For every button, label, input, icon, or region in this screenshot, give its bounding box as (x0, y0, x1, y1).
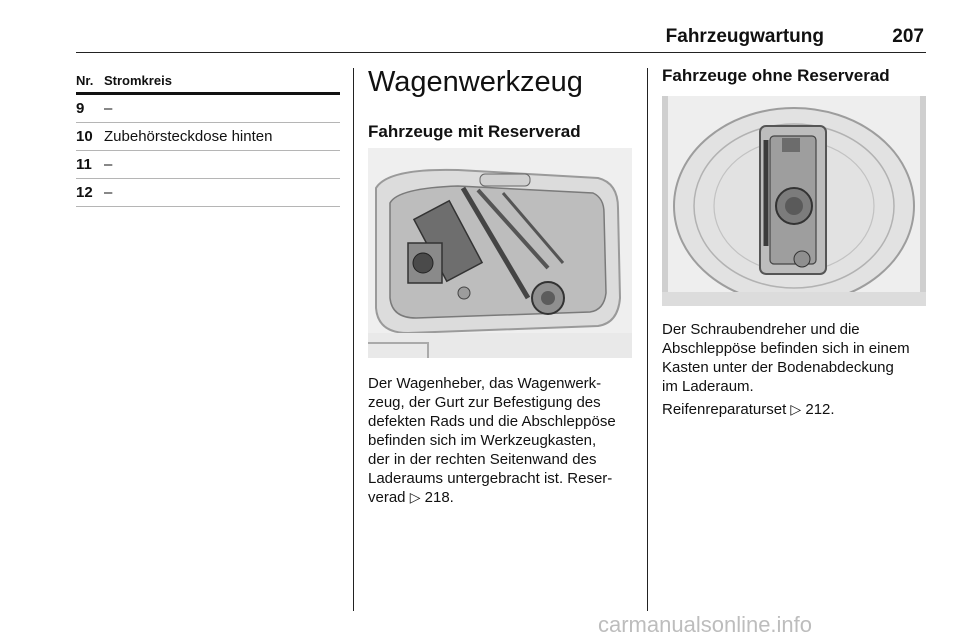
paragraph-with-spare (368, 374, 640, 507)
text-line: Laderaums untergebracht ist. Reser- (368, 470, 613, 487)
text-line: zeug, der Gurt zur Befestigung des (368, 394, 601, 411)
arrow-reference-icon: ▷ (790, 401, 802, 417)
table-row (76, 179, 340, 207)
paragraph-without-spare (662, 320, 932, 396)
row-circuit: – (104, 184, 113, 201)
column-divider (647, 68, 648, 611)
text-line: Abschleppöse befinden sich in einem (662, 340, 910, 357)
row-nr: 11 (76, 156, 92, 173)
text-line: Der Wagenheber, das Wagenwerk- (368, 375, 602, 392)
column-header-circuit: Stromkreis (104, 72, 172, 88)
text-line: Der Schraubendreher und die (662, 321, 860, 338)
table-row (76, 95, 340, 123)
table-row (76, 123, 340, 151)
arrow-reference-icon: ▷ (409, 489, 421, 505)
row-nr: 9 (76, 100, 85, 117)
subsection-title-without-spare: Fahrzeuge ohne Reserverad (662, 66, 890, 85)
row-circuit: – (104, 156, 113, 173)
row-nr: 12 (76, 184, 93, 201)
text-line: der in der rechten Seitenwand des (368, 451, 597, 468)
fuse-table (76, 68, 340, 207)
column-divider (353, 68, 354, 611)
text-line: Kasten unter der Bodenabdeckung (662, 359, 894, 376)
column-header-nr: Nr. (76, 72, 94, 88)
header-section-title: Fahrzeugwartung (665, 26, 824, 47)
subsection-title-with-spare: Fahrzeuge mit Reserverad (368, 122, 581, 141)
illustration-tool-kit-sidewall (368, 148, 632, 358)
paragraph-repair-kit (662, 400, 932, 419)
text-line: befinden sich im Werkzeugkasten, (368, 432, 597, 449)
text-line: im Laderaum. (662, 378, 754, 395)
row-nr: 10 (76, 128, 93, 145)
text-fragment: Reifenreparaturset (662, 401, 787, 418)
text-line (368, 488, 640, 507)
section-title: Wagenwerkzeug (368, 66, 583, 98)
table-row (76, 151, 340, 179)
page-reference-link[interactable]: 218. (424, 489, 454, 506)
row-circuit: Zubehörsteckdose hinten (104, 128, 273, 145)
illustration-tool-box-underfloor (662, 96, 926, 306)
page-reference-link[interactable]: 212. (805, 401, 835, 418)
text-line: defekten Rads und die Abschleppöse (368, 413, 616, 430)
text-fragment: verad (368, 489, 406, 506)
header-rule (76, 52, 926, 53)
header-page-number: 207 (892, 26, 924, 47)
row-circuit: – (104, 100, 113, 117)
watermark: carmanualsonline.info (598, 612, 813, 637)
fuse-table-header (76, 68, 340, 95)
